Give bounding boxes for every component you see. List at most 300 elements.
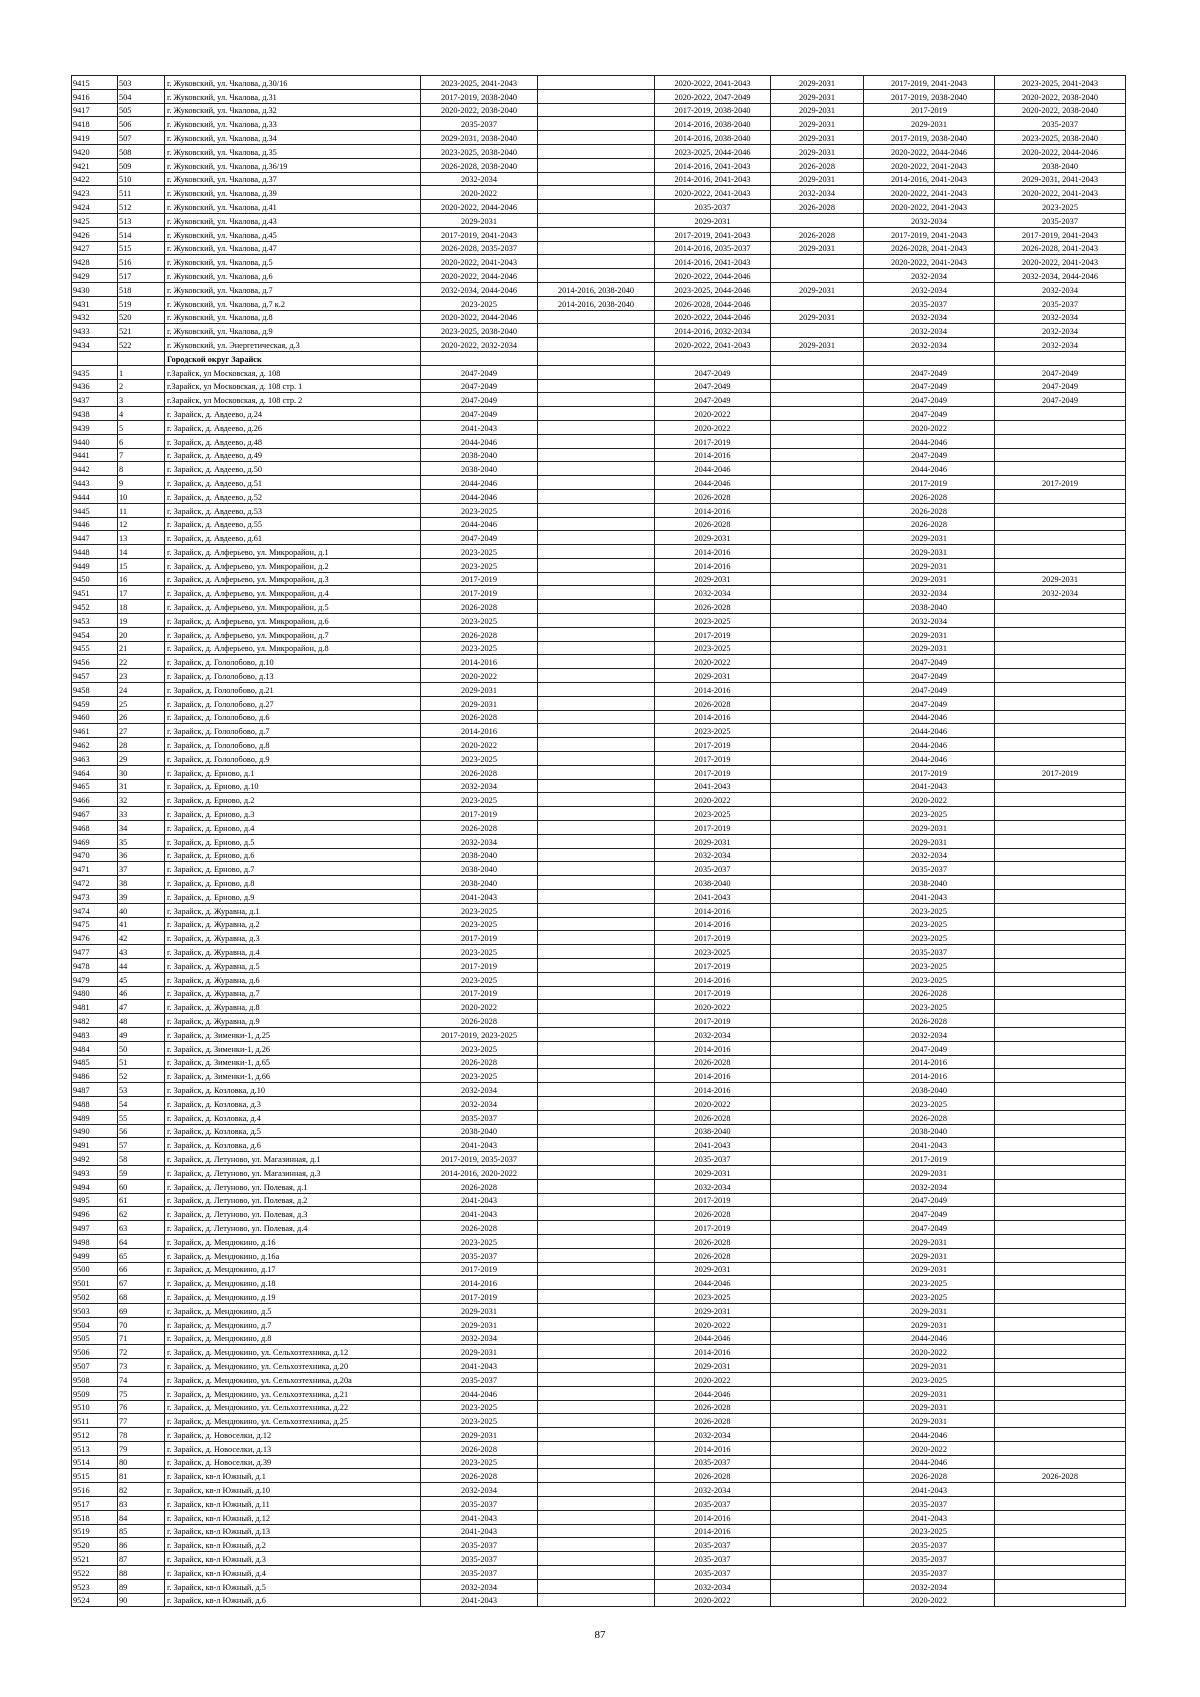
table-cell bbox=[771, 1179, 864, 1193]
table-cell bbox=[538, 131, 655, 145]
table-row bbox=[72, 793, 1126, 807]
table-cell: 2020-2022, 2041-2043 bbox=[421, 255, 538, 269]
table-row bbox=[72, 489, 1126, 503]
table-cell bbox=[538, 600, 655, 614]
table-cell bbox=[771, 696, 864, 710]
table-cell bbox=[771, 1345, 864, 1359]
table-cell: 9451 bbox=[72, 586, 118, 600]
table-cell: 9514 bbox=[72, 1455, 118, 1469]
table-row bbox=[72, 1083, 1126, 1097]
table-cell: 522 bbox=[118, 338, 165, 352]
table-cell bbox=[538, 848, 655, 862]
table-cell: 2026-2028 bbox=[655, 1110, 771, 1124]
table-cell: 2044-2046 bbox=[864, 462, 995, 476]
table-cell: 2032-2034 bbox=[995, 338, 1126, 352]
table-cell: 9434 bbox=[72, 338, 118, 352]
table-cell: 2017-2019 bbox=[421, 986, 538, 1000]
table-row bbox=[72, 420, 1126, 434]
table-cell: 2032-2034 bbox=[655, 1179, 771, 1193]
table-cell: г. Жуковский, ул. Чкалова, д.9 bbox=[165, 324, 421, 338]
table-cell bbox=[538, 1096, 655, 1110]
table-cell: 9468 bbox=[72, 821, 118, 835]
table-cell: г. Зарайск, д. Журавна, д.6 bbox=[165, 972, 421, 986]
table-cell: 2038-2040 bbox=[655, 876, 771, 890]
table-cell: г. Зарайск, д. Летуново, ул. Полевая, д.2 bbox=[165, 1193, 421, 1207]
table-cell bbox=[771, 213, 864, 227]
table-cell: 2029-2031 bbox=[864, 572, 995, 586]
table-cell: г. Зарайск, д. Мендюкино, д.5 bbox=[165, 1303, 421, 1317]
table-cell bbox=[995, 503, 1126, 517]
table-cell bbox=[538, 503, 655, 517]
table-cell: 2023-2025 bbox=[421, 1041, 538, 1055]
table-cell: г. Жуковский, ул. Чкалова, д.39 bbox=[165, 186, 421, 200]
table-cell: 9461 bbox=[72, 724, 118, 738]
table-cell: 23 bbox=[118, 669, 165, 683]
table-cell: г. Зарайск, д. Гололобово, д.7 bbox=[165, 724, 421, 738]
table-cell: 2017-2019, 2035-2037 bbox=[421, 1152, 538, 1166]
table-cell: 2020-2022, 2041-2043 bbox=[655, 76, 771, 90]
table-cell: 2032-2034 bbox=[655, 1027, 771, 1041]
table-cell: 14 bbox=[118, 545, 165, 559]
table-cell: 2026-2028 bbox=[655, 1055, 771, 1069]
table-row bbox=[72, 1276, 1126, 1290]
table-cell bbox=[538, 1165, 655, 1179]
table-cell bbox=[771, 945, 864, 959]
table-cell bbox=[771, 959, 864, 973]
table-cell: 2014-2016 bbox=[655, 545, 771, 559]
table-cell: 2032-2034 bbox=[995, 310, 1126, 324]
table-cell: г. Зарайск, кв-л Южный, д.10 bbox=[165, 1483, 421, 1497]
table-cell bbox=[995, 807, 1126, 821]
table-cell: 39 bbox=[118, 890, 165, 904]
table-cell: 2047-2049 bbox=[864, 448, 995, 462]
table-cell: 9460 bbox=[72, 710, 118, 724]
table-cell bbox=[771, 1041, 864, 1055]
table-cell bbox=[771, 296, 864, 310]
table-cell: 2035-2037 bbox=[864, 1538, 995, 1552]
table-cell: 2020-2022 bbox=[864, 1345, 995, 1359]
table-row bbox=[72, 213, 1126, 227]
table-cell bbox=[995, 1055, 1126, 1069]
table-cell bbox=[771, 1538, 864, 1552]
table-cell bbox=[538, 669, 655, 683]
table-cell: 2023-2025, 2038-2040 bbox=[421, 324, 538, 338]
table-cell: 36 bbox=[118, 848, 165, 862]
table-cell: 2023-2025 bbox=[864, 1372, 995, 1386]
table-cell: 9455 bbox=[72, 641, 118, 655]
table-cell: г. Зарайск, кв-л Южный, д.6 bbox=[165, 1593, 421, 1607]
table-cell: 9424 bbox=[72, 200, 118, 214]
table-cell: 80 bbox=[118, 1455, 165, 1469]
table-cell: 22 bbox=[118, 655, 165, 669]
table-cell bbox=[995, 1207, 1126, 1221]
table-cell bbox=[995, 1165, 1126, 1179]
table-cell: 2023-2025 bbox=[655, 641, 771, 655]
table-cell: 2023-2025 bbox=[421, 1234, 538, 1248]
table-cell bbox=[771, 669, 864, 683]
table-cell: 2035-2037 bbox=[864, 1566, 995, 1580]
table-cell bbox=[771, 1027, 864, 1041]
table-cell: г. Зарайск, д. Мендюкино, ул. Сельхозтехника, д.20а bbox=[165, 1372, 421, 1386]
table-row bbox=[72, 1179, 1126, 1193]
table-cell: г. Зарайск, кв-л Южный, д.5 bbox=[165, 1579, 421, 1593]
table-cell: 9437 bbox=[72, 393, 118, 407]
table-cell bbox=[538, 1579, 655, 1593]
table-cell: 2023-2025 bbox=[864, 1276, 995, 1290]
table-cell: 9517 bbox=[72, 1497, 118, 1511]
table-cell: 2029-2031 bbox=[421, 1428, 538, 1442]
table-cell: 2020-2022 bbox=[655, 1593, 771, 1607]
table-cell bbox=[771, 1331, 864, 1345]
table-cell: 2047-2049 bbox=[421, 393, 538, 407]
table-cell: 9473 bbox=[72, 890, 118, 904]
table-cell: 2023-2025 bbox=[864, 903, 995, 917]
table-cell bbox=[995, 1193, 1126, 1207]
table-cell: 9456 bbox=[72, 655, 118, 669]
table-cell: г. Зарайск, д. Ерново, д.3 bbox=[165, 807, 421, 821]
table-cell bbox=[538, 144, 655, 158]
table-cell: 2044-2046 bbox=[864, 1331, 995, 1345]
table-cell bbox=[771, 890, 864, 904]
table-cell: 2041-2043 bbox=[864, 890, 995, 904]
table-cell bbox=[538, 103, 655, 117]
table-row bbox=[72, 738, 1126, 752]
table-cell: г. Зарайск, д. Ерново, д.1 bbox=[165, 765, 421, 779]
table-cell: 2032-2034 bbox=[421, 1083, 538, 1097]
table-cell: 2032-2034 bbox=[864, 614, 995, 628]
table-cell bbox=[538, 986, 655, 1000]
table-cell: 9475 bbox=[72, 917, 118, 931]
table-cell bbox=[538, 407, 655, 421]
table-cell: 9513 bbox=[72, 1441, 118, 1455]
table-cell: 90 bbox=[118, 1593, 165, 1607]
table-cell: г. Зарайск, д. Гололобово, д.8 bbox=[165, 738, 421, 752]
table-cell: 9486 bbox=[72, 1069, 118, 1083]
table-cell: 2032-2034 bbox=[864, 324, 995, 338]
table-cell: 81 bbox=[118, 1469, 165, 1483]
table-cell: 2017-2019 bbox=[421, 572, 538, 586]
table-cell: 9439 bbox=[72, 420, 118, 434]
table-cell: 15 bbox=[118, 558, 165, 572]
table-cell: 34 bbox=[118, 821, 165, 835]
table-cell: 40 bbox=[118, 903, 165, 917]
table-cell: г. Жуковский, ул. Чкалова, д.30/16 bbox=[165, 76, 421, 90]
table-cell: г. Зарайск, д. Ерново, д.6 bbox=[165, 848, 421, 862]
table-row bbox=[72, 158, 1126, 172]
table-cell bbox=[538, 1566, 655, 1580]
table-cell: 9522 bbox=[72, 1566, 118, 1580]
table-cell: 9496 bbox=[72, 1207, 118, 1221]
table-cell bbox=[771, 558, 864, 572]
table-cell: г. Зарайск, д. Ерново, д.10 bbox=[165, 779, 421, 793]
table-cell bbox=[771, 1524, 864, 1538]
table-cell: 2047-2049 bbox=[421, 407, 538, 421]
table-cell bbox=[995, 627, 1126, 641]
table-cell: 2035-2037 bbox=[655, 862, 771, 876]
table-cell: 2032-2034 bbox=[864, 1579, 995, 1593]
table-cell bbox=[771, 1566, 864, 1580]
table-cell bbox=[538, 1538, 655, 1552]
table-cell: 83 bbox=[118, 1497, 165, 1511]
table-cell: 2029-2031 bbox=[864, 1234, 995, 1248]
table-cell: 9516 bbox=[72, 1483, 118, 1497]
table-cell: 2017-2019 bbox=[655, 821, 771, 835]
table-cell: 9509 bbox=[72, 1386, 118, 1400]
table-cell: 9428 bbox=[72, 255, 118, 269]
table-cell bbox=[538, 420, 655, 434]
table-cell: 9452 bbox=[72, 600, 118, 614]
table-cell bbox=[771, 931, 864, 945]
table-cell: 2014-2016 bbox=[655, 1041, 771, 1055]
table-cell: 2020-2022, 2041-2043 bbox=[995, 255, 1126, 269]
table-cell: 505 bbox=[118, 103, 165, 117]
table-cell bbox=[771, 476, 864, 490]
table-cell bbox=[538, 269, 655, 283]
table-cell: г. Зарайск, д. Козловка, д.6 bbox=[165, 1138, 421, 1152]
table-cell: 2026-2028, 2035-2037 bbox=[421, 241, 538, 255]
table-cell: 2029-2031 bbox=[655, 531, 771, 545]
table-cell: 2020-2022, 2044-2046 bbox=[995, 144, 1126, 158]
table-cell: г. Жуковский, ул. Чкалова, д.32 bbox=[165, 103, 421, 117]
table-cell: 2041-2043 bbox=[421, 890, 538, 904]
table-cell bbox=[771, 862, 864, 876]
table-cell bbox=[771, 1193, 864, 1207]
table-cell: 9418 bbox=[72, 117, 118, 131]
table-cell: 2047-2049 bbox=[864, 669, 995, 683]
table-cell: 9476 bbox=[72, 931, 118, 945]
table-row bbox=[72, 655, 1126, 669]
table-cell: 9508 bbox=[72, 1372, 118, 1386]
table-cell bbox=[995, 1083, 1126, 1097]
table-cell: 2026-2028 bbox=[421, 1179, 538, 1193]
table-cell bbox=[995, 1276, 1126, 1290]
table-cell: 2014-2016 bbox=[655, 710, 771, 724]
table-row bbox=[72, 434, 1126, 448]
table-cell: 2029-2031 bbox=[771, 117, 864, 131]
table-cell: 9416 bbox=[72, 89, 118, 103]
table-cell: 2032-2034 bbox=[421, 172, 538, 186]
table-cell bbox=[995, 931, 1126, 945]
table-cell: 63 bbox=[118, 1221, 165, 1235]
table-cell: 9462 bbox=[72, 738, 118, 752]
table-cell bbox=[538, 614, 655, 628]
table-cell: 79 bbox=[118, 1441, 165, 1455]
table-cell: 32 bbox=[118, 793, 165, 807]
table-cell: 2029-2031 bbox=[421, 696, 538, 710]
table-cell: 2032-2034 bbox=[995, 282, 1126, 296]
table-cell: 72 bbox=[118, 1345, 165, 1359]
table-cell: 2032-2034 bbox=[995, 586, 1126, 600]
table-cell: г. Зарайск, д. Авдеево, д.24 bbox=[165, 407, 421, 421]
table-cell: 45 bbox=[118, 972, 165, 986]
table-row bbox=[72, 131, 1126, 145]
table-cell: 2038-2040 bbox=[864, 600, 995, 614]
table-cell: 21 bbox=[118, 641, 165, 655]
table-row bbox=[72, 572, 1126, 586]
table-cell: г. Зарайск, д. Гололобово, д.21 bbox=[165, 683, 421, 697]
table-cell: 2032-2034 bbox=[864, 1027, 995, 1041]
table-row bbox=[72, 821, 1126, 835]
table-cell: 9474 bbox=[72, 903, 118, 917]
table-cell: 2014-2016 bbox=[421, 1276, 538, 1290]
table-cell: 2017-2019, 2023-2025 bbox=[421, 1027, 538, 1041]
table-cell: 25 bbox=[118, 696, 165, 710]
table-cell: 2020-2022, 2041-2043 bbox=[864, 255, 995, 269]
table-row bbox=[72, 296, 1126, 310]
table-cell: 2020-2022 bbox=[655, 655, 771, 669]
table-cell: 2038-2040 bbox=[995, 158, 1126, 172]
table-cell: 2029-2031 bbox=[655, 213, 771, 227]
table-cell: 2023-2025 bbox=[421, 545, 538, 559]
table-row bbox=[72, 1041, 1126, 1055]
table-cell: 2023-2025, 2038-2040 bbox=[421, 144, 538, 158]
table-cell bbox=[771, 324, 864, 338]
table-cell: 518 bbox=[118, 282, 165, 296]
table-row bbox=[72, 627, 1126, 641]
table-cell: 2014-2016 bbox=[864, 1069, 995, 1083]
table-cell bbox=[995, 1014, 1126, 1028]
table-cell: 2044-2046 bbox=[655, 1276, 771, 1290]
table-cell bbox=[538, 379, 655, 393]
table-cell: 9493 bbox=[72, 1165, 118, 1179]
table-cell bbox=[538, 1359, 655, 1373]
table-cell: г. Зарайск, д. Зименки-1, д.25 bbox=[165, 1027, 421, 1041]
table-row bbox=[72, 310, 1126, 324]
table-cell bbox=[995, 738, 1126, 752]
table-cell bbox=[538, 448, 655, 462]
table-cell: 521 bbox=[118, 324, 165, 338]
table-row bbox=[72, 1110, 1126, 1124]
table-cell bbox=[538, 1124, 655, 1138]
table-cell: 33 bbox=[118, 807, 165, 821]
table-cell bbox=[771, 269, 864, 283]
table-cell bbox=[995, 696, 1126, 710]
table-row bbox=[72, 241, 1126, 255]
table-cell: 2023-2025 bbox=[864, 917, 995, 931]
table-row bbox=[72, 503, 1126, 517]
table-cell: 2041-2043 bbox=[421, 1359, 538, 1373]
table-row bbox=[72, 669, 1126, 683]
table-cell: 9502 bbox=[72, 1290, 118, 1304]
table-cell: 2029-2031 bbox=[864, 1317, 995, 1331]
table-row bbox=[72, 1014, 1126, 1028]
table-cell: 2017-2019 bbox=[421, 586, 538, 600]
table-cell bbox=[995, 876, 1126, 890]
table-cell: 2047-2049 bbox=[864, 1207, 995, 1221]
table-cell: 30 bbox=[118, 765, 165, 779]
table-row bbox=[72, 1510, 1126, 1524]
table-cell bbox=[995, 1179, 1126, 1193]
table-cell: 2023-2025 bbox=[864, 1096, 995, 1110]
table-cell bbox=[771, 572, 864, 586]
table-cell: 2014-2016, 2041-2043 bbox=[655, 255, 771, 269]
table-cell: 18 bbox=[118, 600, 165, 614]
table-cell bbox=[538, 1455, 655, 1469]
table-cell bbox=[995, 917, 1126, 931]
table-cell: 2023-2025 bbox=[421, 1455, 538, 1469]
table-row bbox=[72, 255, 1126, 269]
table-cell: 2029-2031, 2038-2040 bbox=[421, 131, 538, 145]
table-cell: 2020-2022, 2044-2046 bbox=[655, 310, 771, 324]
table-cell: г. Жуковский, ул. Чкалова, д.45 bbox=[165, 227, 421, 241]
table-row bbox=[72, 1248, 1126, 1262]
table-cell: 2017-2019, 2041-2043 bbox=[421, 227, 538, 241]
table-cell bbox=[771, 876, 864, 890]
table-cell: 9425 bbox=[72, 213, 118, 227]
table-cell: 9465 bbox=[72, 779, 118, 793]
table-cell: 9510 bbox=[72, 1400, 118, 1414]
table-cell: 2041-2043 bbox=[864, 1510, 995, 1524]
table-cell: 66 bbox=[118, 1262, 165, 1276]
table-cell: 9440 bbox=[72, 434, 118, 448]
table-cell: 2044-2046 bbox=[421, 517, 538, 531]
table-cell bbox=[995, 1579, 1126, 1593]
table-cell bbox=[771, 710, 864, 724]
table-cell: 2038-2040 bbox=[864, 876, 995, 890]
table-cell: г. Зарайск, д. Авдеево, д.53 bbox=[165, 503, 421, 517]
table-cell: 13 bbox=[118, 531, 165, 545]
table-cell: 12 bbox=[118, 517, 165, 531]
table-cell: 2035-2037 bbox=[995, 213, 1126, 227]
table-cell bbox=[995, 1027, 1126, 1041]
table-cell: 2032-2034 bbox=[421, 1096, 538, 1110]
table-cell: 26 bbox=[118, 710, 165, 724]
table-cell: 2020-2022, 2041-2043 bbox=[995, 186, 1126, 200]
table-cell: 2014-2016 bbox=[655, 972, 771, 986]
table-cell: 9443 bbox=[72, 476, 118, 490]
table-cell: 4 bbox=[118, 407, 165, 421]
table-cell: 2029-2031 bbox=[771, 172, 864, 186]
table-cell bbox=[771, 1552, 864, 1566]
table-cell bbox=[771, 489, 864, 503]
table-cell bbox=[771, 903, 864, 917]
table-cell: 2026-2028 bbox=[771, 200, 864, 214]
table-cell bbox=[538, 945, 655, 959]
table-cell: 2032-2034 bbox=[655, 586, 771, 600]
table-cell: 2014-2016 bbox=[655, 903, 771, 917]
table-cell: 9521 bbox=[72, 1552, 118, 1566]
table-cell: 9427 bbox=[72, 241, 118, 255]
table-row bbox=[72, 531, 1126, 545]
table-cell bbox=[771, 779, 864, 793]
table-cell: 61 bbox=[118, 1193, 165, 1207]
table-cell: 2047-2049 bbox=[421, 531, 538, 545]
table-cell bbox=[995, 1152, 1126, 1166]
table-cell bbox=[538, 1497, 655, 1511]
table-cell: г. Зарайск, д. Козловка, д.10 bbox=[165, 1083, 421, 1097]
table-cell: 70 bbox=[118, 1317, 165, 1331]
table-cell: 2029-2031 bbox=[864, 1414, 995, 1428]
table-cell: 2035-2037 bbox=[655, 1552, 771, 1566]
table-cell: 2032-2034 bbox=[864, 310, 995, 324]
table-row bbox=[72, 683, 1126, 697]
table-cell: 2032-2034, 2044-2046 bbox=[995, 269, 1126, 283]
table-cell: 2023-2025 bbox=[655, 807, 771, 821]
table-cell: 9441 bbox=[72, 448, 118, 462]
table-cell bbox=[538, 172, 655, 186]
table-row bbox=[72, 696, 1126, 710]
table-cell bbox=[995, 1552, 1126, 1566]
table-cell bbox=[538, 489, 655, 503]
table-cell: 2035-2037 bbox=[421, 1552, 538, 1566]
table-cell: 9471 bbox=[72, 862, 118, 876]
table-cell: 2014-2016 bbox=[655, 683, 771, 697]
table-cell: 87 bbox=[118, 1552, 165, 1566]
table-cell: 9515 bbox=[72, 1469, 118, 1483]
table-cell: 9487 bbox=[72, 1083, 118, 1097]
table-cell: 2029-2031 bbox=[771, 310, 864, 324]
table-cell bbox=[771, 641, 864, 655]
